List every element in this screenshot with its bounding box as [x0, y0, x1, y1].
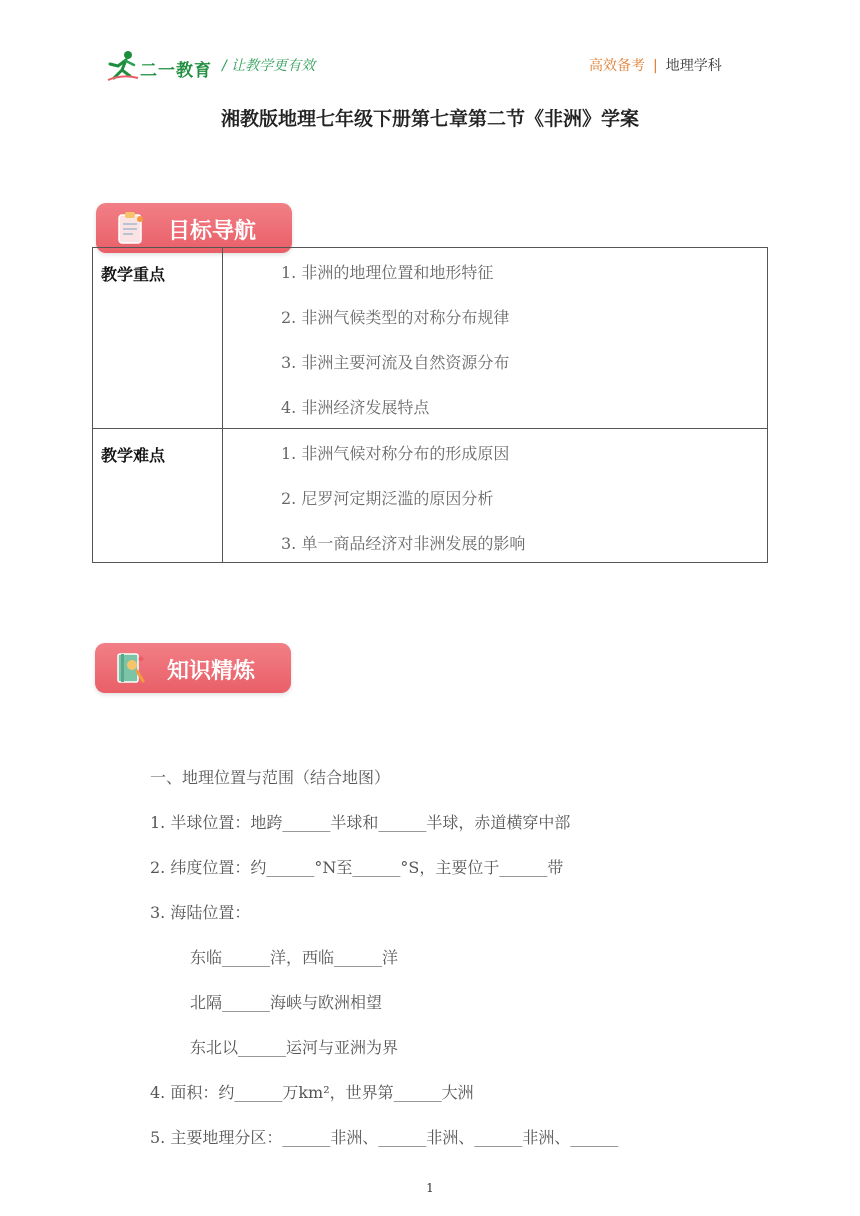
fill-blank-line: 1. 半球位置：地跨______半球和______半球，赤道横穿中部 [150, 813, 571, 832]
goals-table [92, 247, 768, 563]
book-icon [115, 651, 145, 685]
header-separator: | [653, 58, 658, 74]
section-badge-goals [96, 203, 292, 253]
section-title-knowledge: 知识精炼 [167, 659, 256, 684]
list-item: 2. 非洲气候类型的对称分布规律 [281, 308, 510, 327]
list-item: 4. 非洲经济发展特点 [281, 398, 430, 417]
table-row-difficulties [93, 429, 767, 562]
fill-blank-line: 3. 海陆位置： [150, 903, 251, 922]
list-item: 2. 尼罗河定期泛滥的原因分析 [281, 489, 494, 508]
section-heading: 一、地理位置与范围（结合地图） [150, 768, 391, 787]
list-item: 3. 单一商品经济对非洲发展的影响 [281, 534, 526, 553]
page-number: 1 [426, 1181, 434, 1195]
header-subject: 地理学科 [665, 58, 722, 74]
document-title: 湘教版地理七年级下册第七章第二节《非洲》学案 [220, 108, 639, 130]
row-label-difficulties: 教学难点 [101, 446, 166, 465]
list-item: 1. 非洲的地理位置和地形特征 [281, 263, 494, 282]
row-label-key-points: 教学重点 [101, 265, 166, 284]
header-highlight: 高效备考 [589, 58, 645, 74]
brand-logo [106, 50, 226, 82]
fill-blank-line: 4. 面积：约______万km²，世界第______大洲 [150, 1083, 474, 1102]
list-item: 1. 非洲气候对称分布的形成原因 [281, 444, 510, 463]
column-divider [222, 429, 223, 562]
runner-logo-icon [106, 50, 140, 82]
clipboard-icon [116, 211, 146, 245]
section-title-goals: 目标导航 [168, 219, 257, 244]
fill-blank-line: 东北以______运河与亚洲为界 [190, 1038, 399, 1057]
fill-blank-line: 2. 纬度位置：约______°N至______°S，主要位于______带 [150, 858, 564, 877]
fill-blank-line: 东临______洋，西临______洋 [190, 948, 399, 967]
column-divider [222, 248, 223, 428]
list-item: 3. 非洲主要河流及自然资源分布 [281, 353, 510, 372]
fill-blank-line: 5. 主要地理分区：______非洲、______非洲、______非洲、______ [150, 1128, 619, 1147]
table-row-key-points [93, 248, 767, 429]
slogan: / 让教学更有效 [222, 58, 316, 74]
section-badge-knowledge [95, 643, 291, 693]
logo-text: 二一教育 [140, 61, 212, 81]
fill-blank-line: 北隔______海峡与欧洲相望 [190, 993, 383, 1012]
header-right [589, 55, 722, 75]
